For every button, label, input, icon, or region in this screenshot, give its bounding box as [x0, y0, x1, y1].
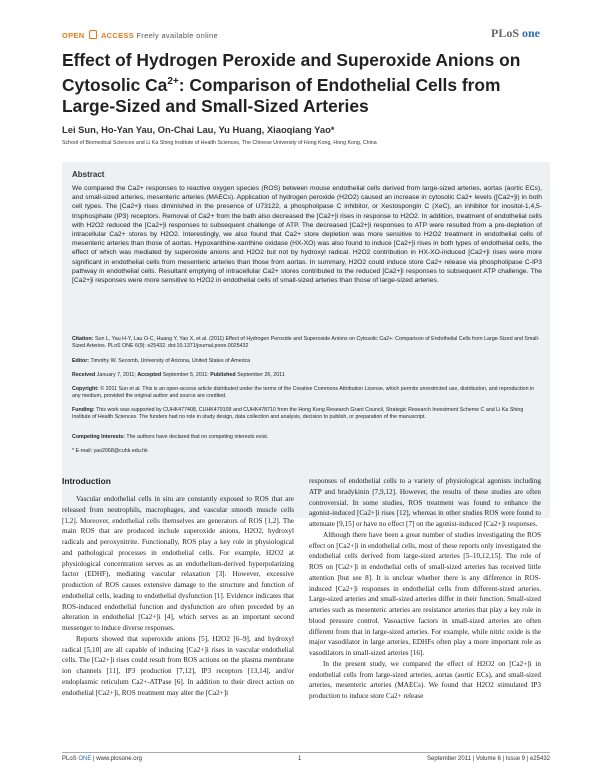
received-label: Received	[72, 372, 96, 378]
footer-one: ONE	[78, 756, 92, 762]
published-date: September 26, 2011	[237, 372, 285, 378]
logo-plos-text: PLoS	[490, 26, 519, 40]
copyright-label: Copyright:	[72, 386, 99, 392]
abstract-text: We compared the Ca2+ responses to reactive oxygen species (ROS) between mouse endothelial cells derived from large-sized arteries, aortas (aortic ECs), and small-sized arteries, mesenteric arteries (MAECs). Application of hydrogen peroxide (H2O2) caused an increase in cytosolic Ca2+ levels ([Ca2+]i) in both cell types. The [Ca2+]i rises diminished in the presence of U73122, a phospholipase C inhibitor, or Xestospongin C (XeC), an inhibitor for inositol-1,4,5-trisphosphate (IP3) receptors. Removal of Ca2+ from the bath also decreased the [Ca2+]i rises in response to H2O2. In addition, treatment of endothelial cells with H2O2 reduced the [Ca2+]i responses to subsequent challenge of ATP. The decreased [Ca2+]i responses to ATP were resulted from a pre-depletion of intracellular Ca2+ stores by H2O2. Interestingly, we also found that Ca2+ store depletion was more sensitive to H2O2 treatment in endothelial cells of mesenteric arteries than those of aortas. Hypoxanthine-xanthine oxidase (HX-XO) was also found to induce [Ca2+]i rises in both types of endothelial cells, the effect of which was mediated by superoxide anions and H2O2 but not by hydroxyl radical. H2O2 contribution in HX-XO-induced [Ca2+]i rises were more significant in endothelial cells from mesenteric arteries than those from aortas. In summary, H2O2 could induce store Ca2+ release via phospholipase C-IP3 pathway in endothelial cells. Resultant emptying of intracellular Ca2+ stores contributed to the reduced [Ca2+]i responses to subsequent ATP challenge. The [Ca2+]i responses were more sensitive to H2O2 in endothelial cells of small-sized arteries than those of large-sized arteries.	[72, 185, 542, 285]
received-date: January 7, 2011;	[96, 372, 136, 378]
footer-separator: |	[93, 756, 95, 762]
open-label: OPEN	[62, 31, 85, 40]
logo-one-text: one	[522, 26, 540, 40]
page-number: 1	[298, 756, 302, 762]
body-paragraph: Although there have been a great number of studies investigating the ROS effect on [Ca2+]i in endothelial cells, most of these reports only investigated the endothelial cells derived from large-sized arteries [5–10,12,15]. The role of ROS on [Ca2+]i in endothelial cells of small-sized arteries has received little attention [but see 8]. It is unclear whether there is any difference in ROS-induced [Ca2+]i responses in endothelial cells from different-sized arteries. Large-sized arteries and small-sized arteries differ in their function. Small-sized arteries such as mesenteric arteries are resistance arteries that play a key role in blood pressure control. Vasoactive factors in small-sized arteries are often different from that in large-sized arteries. For example, while nitric oxide is the major vasodilator in large arteries, EDHFs often play a more important role as vasodilators in small-sized arteries [16].	[309, 530, 541, 657]
title-line-2a: Cytosolic Ca	[62, 74, 168, 95]
funding	[72, 407, 542, 421]
funding-label: Funding:	[72, 407, 95, 413]
title-line-2	[62, 71, 552, 96]
editor-text: Timothy W. Secomb, University of Arizona, United States of America	[90, 358, 251, 364]
title-superscript: 2+	[167, 76, 179, 87]
body-paragraph: Reports showed that superoxide anions [5], H2O2 [6–9], and hydroxyl radical [5,10] are all capable of inducing [Ca2+]i rises in vascular endothelial cells. The [Ca2+]i rises could result from ROS actions on the plasma membrane ion channels [11], IP3 production [7,12], IP3 receptors [13,14], and/or endoplasmic reticulum Ca2+-ATPase [6]. In addition to their direct action on endothelial [Ca2+]i, ROS treatment may alter the [Ca2+]i	[62, 634, 294, 697]
author-list: Lei Sun, Ho-Yan Yau, On-Chai Lau, Yu Huang, Xiaoqiang Yao*	[62, 124, 335, 135]
dates	[72, 372, 542, 379]
accepted-date: September 5, 2011;	[162, 372, 209, 378]
footer-website-link[interactable]: www.plosone.org	[96, 756, 142, 762]
freely-available-label: Freely available online	[136, 31, 218, 40]
accepted-label: Accepted	[137, 372, 162, 378]
funding-text: This work was supported by CUHK477408, CUHK479109 and CUHK478710 from the Hong Kong Research Grant Council, Strategic Research Investment Scheme C and Li Ka Shing Institute of Health Sciences. The funders had no role in study design, data collection and analysis, decision to publish, or preparation of the manuscript.	[72, 407, 524, 421]
body-paragraph: Vascular endothelial cells in situ are constantly exposed to ROS that are released from neutrophils, macrophages, and vascular smooth muscle cells [1,2]. Moreover, endothelial cells themselves are generators of ROS [1,2]. The main ROS that are produced include superoxide anions, H2O2, hydroxyl radicals and peroxynitrite. Functionally, ROS play a key role in physiological and pathological processes in endothelial cells. For example, H2O2 at physiological concentration serves as an endothelium-derived hyperpolarizing factor (EDHF), mediating vascular relaxation [3]. However, excessive production of ROS causes extensive damage to the structure and function of endothelial cells, leading to endothelial dysfunction [1]. Evidence indicates that ROS-induced endothelial function and dysfunction are often preceded by an alteration in endothelial [Ca2+]i [4], which serves as an important second messenger to induce diverse responses.	[62, 495, 294, 632]
abstract-heading: Abstract	[72, 170, 105, 179]
competing-label: Competing Interests:	[72, 434, 125, 440]
body-paragraph: responses of endothelial cells to a variety of physiological agonists including ATP and bradykinin [7,9,12]. However, the results of these studies are often controversial. In some studies, ROS treatment was found to enhance the agonist-induced [Ca2+]i rises [12], whereas in other studies ROS were found to attenuate [9,15] or have no effect [7] on the agonist-induced [Ca2+]i responses.	[309, 477, 541, 528]
competing-interests	[72, 434, 542, 441]
body-column-right	[309, 476, 541, 702]
editor-label: Editor:	[72, 358, 90, 364]
footer-divider	[62, 752, 550, 753]
article-title	[62, 50, 552, 117]
footer-journal	[62, 756, 142, 762]
access-label: ACCESS	[100, 31, 135, 40]
body-paragraph: In the present study, we compared the effect of H2O2 on [Ca2+]i in endothelial cells from large-sized arteries, aortas (aortic ECs), and small-sized arteries, mesenteric arteries (MAECs). We found that H2O2 stimulated IP3 production to induce store Ca2+ release	[309, 659, 541, 700]
body-column-left	[62, 494, 294, 698]
affiliation: School of Biomedical Sciences and Li Ka Shing Institute of Health Sciences, The Chinese University of Hong Kong, Hong Kong, China	[62, 140, 377, 146]
title-line-1: Effect of Hydrogen Peroxide and Superoxide Anions on	[62, 50, 521, 70]
copyright-text: © 2011 Sun et al. This is an open-access article distributed under the terms of the Creative Commons Attribution License, which permits unrestricted use, distribution, and reproduction in any medium, provided the original author and source are credited.	[72, 386, 535, 400]
introduction-heading: Introduction	[62, 476, 111, 486]
footer-plos: PLoS	[62, 756, 77, 762]
citation	[72, 336, 542, 350]
citation-text: Sun L, Yau H-Y, Lau O-C, Huang Y, Yao X, et al. (2011) Effect of Hydrogen Peroxide and Superoxide Anions on Cytosolic Ca2+: Comparison of Endothelial Cells from Large-Sized and Small-Sized Arteries. PLoS ONE 6(9): e25432. doi:10.1371/journal.pone.0025432	[72, 336, 540, 350]
editor	[72, 358, 542, 365]
title-line-2b: : Comparison of Endothelial Cells from	[178, 74, 501, 95]
copyright	[72, 386, 542, 400]
competing-text: The authors have declared that no competing interests exist.	[126, 434, 269, 440]
open-access-banner	[62, 30, 218, 40]
citation-label: Citation:	[72, 336, 94, 342]
corresponding-email[interactable]: * E-mail: yao2068@cuhk.edu.hk	[72, 448, 148, 454]
open-access-lock-icon	[89, 30, 97, 39]
published-label: Published	[210, 372, 236, 378]
title-line-3: Large-Sized and Small-Sized Arteries	[62, 95, 369, 116]
issue-info: September 2011 | Volume 6 | Issue 9 | e25432	[427, 756, 550, 762]
journal-logo	[491, 26, 540, 41]
